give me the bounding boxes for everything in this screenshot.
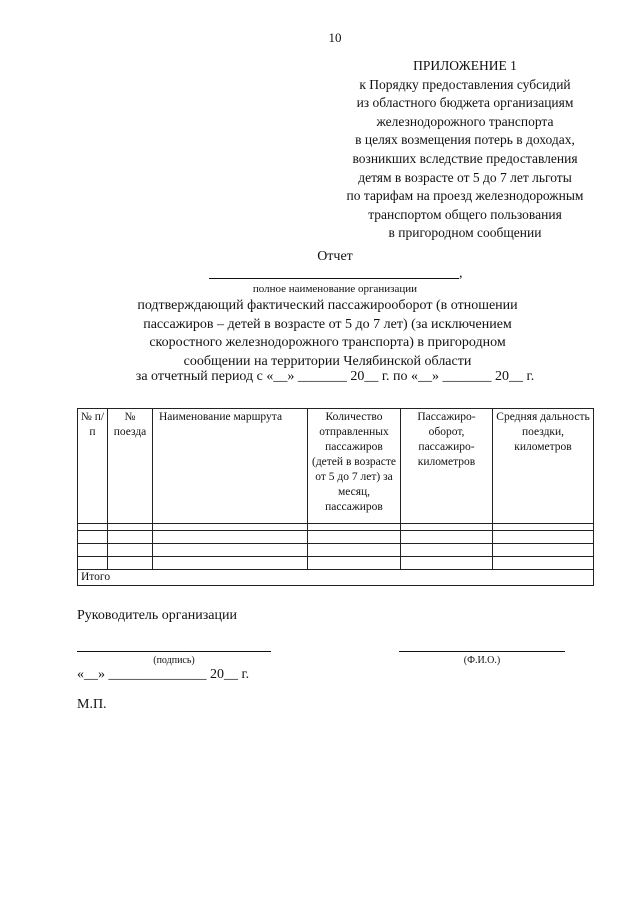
report-title: Отчет — [317, 249, 353, 264]
appendix-line: в пригородном сообщении — [388, 225, 542, 241]
table-header-row — [78, 409, 594, 524]
table-cell[interactable] — [153, 531, 308, 544]
table-cell[interactable] — [308, 544, 401, 557]
header-train-number: № поезда — [108, 409, 153, 524]
table-cell[interactable] — [153, 544, 308, 557]
table-cell[interactable] — [78, 544, 108, 557]
purpose-line: сообщении на территории Челябинской области — [183, 353, 472, 369]
purpose-line: скоростного железнодорожного транспорта) в пригородном — [149, 335, 506, 351]
header-passenger-count: Количество отправленных пассажиров (детей в возрасте от 5 до 7 лет) за месяц, пассажиров — [308, 409, 401, 524]
signature-line[interactable] — [77, 651, 271, 652]
signature-heading: Руководитель организации — [77, 608, 237, 623]
appendix-title: ПРИЛОЖЕНИЕ 1 — [413, 58, 517, 73]
appendix-line: железнодорожного транспорта — [376, 113, 554, 129]
table-cell[interactable] — [493, 557, 594, 570]
appendix-line: транспортом общего пользования — [368, 206, 562, 222]
table-cell[interactable] — [308, 524, 401, 531]
signature-date: «__» ______________ 20__ г. — [77, 667, 250, 682]
signature-caption: (подпись) — [153, 655, 195, 666]
table-cell[interactable] — [493, 544, 594, 557]
table-cell[interactable] — [153, 557, 308, 570]
report-period: за отчетный период с «__» _______ 20__ г. по «__» _______ 20__ г. — [135, 369, 535, 384]
table-cell[interactable] — [308, 531, 401, 544]
appendix-line: в целях возмещения потерь в доходах, — [355, 132, 575, 148]
header-route-name: Наименование маршрута — [153, 409, 308, 524]
table-row — [78, 557, 594, 570]
organization-caption: полное наименование организации — [252, 283, 418, 295]
table-row — [78, 531, 594, 544]
table-row — [78, 544, 594, 557]
passenger-report-table — [77, 408, 594, 586]
header-row-number: № п/п — [78, 409, 108, 524]
appendix-line: из областного бюджета организациям — [356, 95, 574, 111]
full-name-line[interactable] — [399, 651, 565, 652]
table-cell[interactable] — [108, 557, 153, 570]
table-cell[interactable] — [401, 531, 493, 544]
purpose-line: пассажиров – детей в возрасте от 5 до 7 лет) (за исключением — [143, 316, 512, 332]
table-cell[interactable] — [401, 544, 493, 557]
table-cell[interactable] — [108, 531, 153, 544]
header-passenger-turnover: Пассажиро-оборот, пассажиро-километров — [401, 409, 493, 524]
table-cell[interactable] — [78, 524, 108, 531]
table-total-row — [78, 570, 594, 586]
table-cell[interactable] — [108, 524, 153, 531]
table-cell[interactable] — [401, 557, 493, 570]
organization-name-line — [209, 278, 459, 279]
appendix-line: по тарифам на проезд железнодорожным — [346, 188, 584, 204]
page-number: 10 — [328, 30, 342, 45]
stamp-placeholder: М.П. — [77, 697, 107, 712]
header-average-distance: Средняя дальность поездки, километров — [493, 409, 594, 524]
appendix-block — [300, 57, 630, 243]
table-row — [78, 524, 594, 531]
purpose-line: подтверждающий фактический пассажирооборот (в отношении — [137, 298, 518, 313]
report-purpose — [95, 297, 560, 371]
table-cell[interactable] — [78, 531, 108, 544]
appendix-line: возникших вследствие предоставления — [352, 150, 578, 166]
organization-comma: , — [459, 266, 463, 281]
table-cell[interactable] — [153, 524, 308, 531]
table-cell[interactable] — [493, 531, 594, 544]
table-cell[interactable] — [493, 524, 594, 531]
appendix-line: к Порядку предоставления субсидий — [359, 76, 571, 92]
table-cell[interactable] — [108, 544, 153, 557]
table-cell[interactable] — [308, 557, 401, 570]
full-name-caption: (Ф.И.О.) — [463, 655, 501, 666]
table-cell[interactable] — [401, 524, 493, 531]
appendix-line: детям в возрасте от 5 до 7 лет льготы — [358, 169, 572, 185]
table-cell[interactable] — [78, 557, 108, 570]
total-label: Итого — [78, 570, 594, 586]
